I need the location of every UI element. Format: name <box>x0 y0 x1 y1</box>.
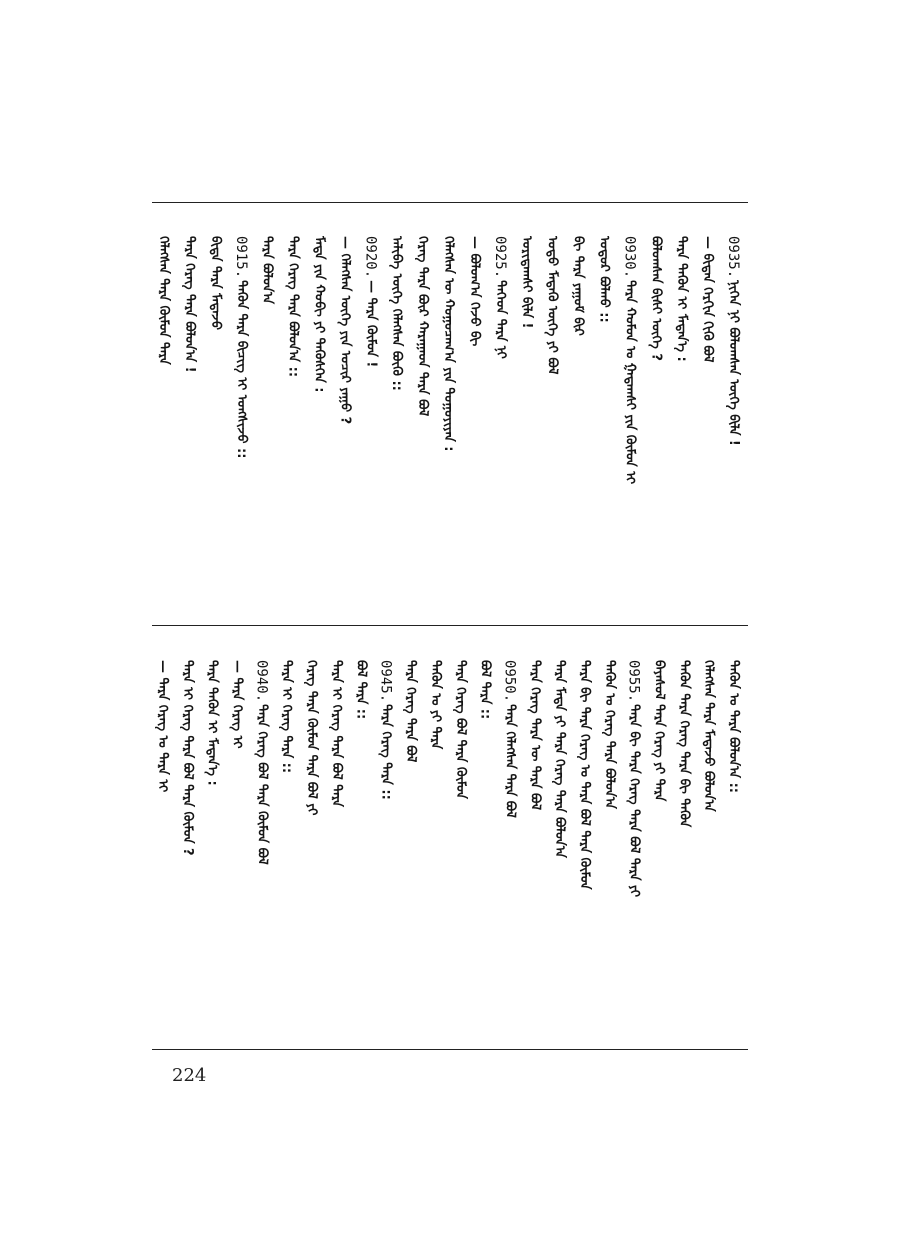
line-text: ᠲᠡᠷᠡ ᠢ ᠬᠡᠷᠡᠭ ᠲᠡᠷᠡ ᠪᠣᠯ ᠲᠡᠷᠡ ᠬᠦᠮᠦᠨ ? <box>179 660 195 856</box>
verse-line <box>334 236 360 616</box>
line-text: ᠲᠡᠷᠡ ᠲᠡᠭᠦᠨ ᠢ ᠮᠡᠳᠡᠨ᠎ᠡ : <box>204 660 220 786</box>
verse-line <box>525 660 550 1040</box>
line-text: ᠬᠡᠷᠡᠭ ᠲᠡᠷᠡ ᠪᠦᠷ ᠬᠠᠷᠠᠭᠠᠳ ᠲᠡᠷᠡ ᠪᠣᠯ <box>415 236 431 417</box>
verse-line <box>624 660 649 1040</box>
verse-line <box>463 236 489 616</box>
line-number: 0945. <box>377 660 394 703</box>
line-text: ᠲᠡᠷᠡ ᠬᠤᠮᠤᠨ ᠤ ᠭᠠᠳᠠᠭᠰᠢ ᠶᠢᠨ ᠬᠦᠮᠦᠨ ᠢ <box>622 280 638 485</box>
verse-line <box>411 236 437 616</box>
line-text: ᠲᠡᠷᠡ ᠬᠡᠷᠡᠭ ᠲᠡᠷᠡ ᠪᠣᠯᠤᠨ᠎ᠠ :: <box>285 236 301 378</box>
line-text: ᠪᠣᠯ ᠲᠡᠷᠡ :: <box>477 660 493 720</box>
line-text: ᠪᠠᠶᠠᠰᠤᠯ ᠲᠡᠷᠡ ᠬᠡᠷᠡᠭ ᠶᠢ ᠲᠡᠷᠡ <box>651 660 667 802</box>
line-text: — ᠪᠤᠯᠤᠭ᠎ᠠ ᠭᠡᠵᠦ ᠪᠢ <box>466 236 482 347</box>
line-number: 0935. <box>725 236 741 279</box>
verse-line <box>385 236 411 616</box>
line-text: ᠲᠡᠷᠡ ᠲᠡᠭᠦᠨ ᠢ ᠮᠡᠳᠡᠨ᠎ᠡ : <box>674 236 690 362</box>
middle-rule <box>152 625 748 626</box>
verse-line <box>670 236 696 616</box>
verse-line <box>515 236 541 616</box>
verse-line <box>698 660 723 1040</box>
verse-line <box>351 660 376 1040</box>
line-number: 0930. <box>621 236 638 279</box>
line-text: ᠪᠢ ᠲᠡᠷᠡ ᠶᠠᠭᠤᠮ ᠪᠢᠷ <box>570 236 586 336</box>
verse-line <box>450 660 475 1040</box>
line-number: 0920. <box>362 236 379 279</box>
line-text: ᠲᠡᠷᠡ ᠬᠡᠯᠡᠭᠰᠡᠨ ᠲᠡᠷᠡ ᠪᠣᠯ <box>502 704 518 818</box>
verse-line <box>574 660 599 1040</box>
bottom-rule <box>152 1049 748 1050</box>
verse-line <box>359 236 385 616</box>
verse-line <box>282 236 308 616</box>
verse-line <box>178 236 204 616</box>
verse-line <box>649 660 674 1040</box>
verse-line <box>722 236 748 616</box>
page-number: 224 <box>172 1065 207 1086</box>
line-text: ᠬᠡᠯᠡᠭᠰᠡᠨ ᠲᠡᠷᠡ ᠬᠦᠮᠦᠨ ᠲᠡᠷᠡ <box>156 236 172 365</box>
verse-line <box>301 660 326 1040</box>
verse-line <box>152 236 178 616</box>
verse-line <box>541 236 567 616</box>
verse-line <box>425 660 450 1040</box>
top-rule <box>152 202 748 203</box>
line-text: ᠪᠤᠯᠤᠭᠰᠠᠨ ᠪᠢᠰᠢ ᠦᠭᠡ ? <box>648 236 664 361</box>
verse-line <box>500 660 525 1040</box>
line-text: — ᠲᠡᠷᠡ ᠬᠡᠷᠡᠭ ᠢ <box>229 660 245 749</box>
line-text: ᠲᠡᠷᠡ ᠬᠡᠷᠡᠭ ᠲᠡᠷᠡ ᠦ ᠲᠡᠷᠡ ᠪᠣᠯ <box>527 660 543 811</box>
line-text: ᠲᠡᠷᠡ ᠬᠡᠷᠡᠭ ᠪᠣᠯ ᠲᠡᠷᠡ ᠬᠦᠮᠦᠨ ᠪᠣᠯ <box>254 704 270 865</box>
verse-line <box>251 660 276 1040</box>
verse-line <box>276 660 301 1040</box>
line-text: ᠲᠡᠷᠡ ᠬᠡᠷᠡᠭ ᠲᠡᠷᠡ ᠪᠣᠯᠤᠨ᠎ᠠ ! <box>181 236 197 373</box>
verse-line <box>400 660 425 1040</box>
verse-line <box>376 660 401 1040</box>
line-text: ᠲᠡᠷᠡ ᠪᠢ ᠲᠡᠷᠡ ᠬᠡᠷᠡᠭ ᠤ ᠲᠡᠷᠡ ᠪᠣᠯ ᠲᠡᠷᠡ ᠬᠦᠮᠦᠨ <box>577 660 593 890</box>
verse-line <box>549 660 574 1040</box>
verse-line <box>644 236 670 616</box>
verse-line <box>177 660 202 1040</box>
line-text: ᠮᠡᠳᠡ ᠶᠢᠨ ᠬᠤᠪᠢ ᠶᠢ ᠲᠡᠭᠦᠰᠬᠡᠨ : <box>311 236 327 393</box>
line-text: ᠤᠳᠤᠷ ᠪᠣᠯᠬᠤ :: <box>596 236 612 323</box>
verse-line <box>723 660 748 1040</box>
verse-line <box>230 236 256 616</box>
line-text: ᠲᠡᠭᠦᠨ ᠤ ᠲᠡᠷᠡ ᠪᠣᠯᠤᠨ᠎ᠠ :: <box>726 660 741 794</box>
line-text: ᠲᠡᠷᠡ ᠪᠣᠯᠤᠨ᠎ᠠ <box>259 236 275 305</box>
verse-line <box>593 236 619 616</box>
line-text: ᠲᠡᠭᠦᠨ ᠲᠡᠷᠡ ᠪᠢᠴᠢᠭ ᠢ ᠤᠩᠰᠢᠵᠤ :: <box>233 280 249 459</box>
verse-line <box>599 660 624 1040</box>
verse-line <box>204 236 230 616</box>
line-text: ᠬᠡᠯᠡᠭᠰᠡᠨ ᠲᠡᠷᠡ ᠮᠡᠳᠡᠵᠦ ᠪᠣᠯᠤᠨ᠎ᠠ <box>701 660 717 812</box>
line-text: ᠲᠡᠭᠦᠨ ᠲᠡᠷᠡ ᠬᠡᠷᠡᠭ ᠲᠡᠷᠡ ᠪᠢ ᠲᠡᠭᠦᠨ <box>676 660 692 828</box>
verse-line <box>326 660 351 1040</box>
line-number: 0950. <box>501 660 518 703</box>
line-number: 0940. <box>253 660 270 703</box>
line-text: ᠲᠡᠭᠡᠳ ᠲᠡᠷᠡ ᠨᠢ <box>492 280 508 359</box>
verse-line <box>152 660 177 1040</box>
line-text: ᠲᠡᠭᠦᠨ ᠤ ᠶᠢ ᠲᠡᠷᠡ <box>428 660 444 750</box>
line-text: ᠲᠡᠭᠦᠨ ᠤ ᠬᠡᠷᠡᠭ ᠲᠡᠷᠡ ᠪᠣᠯᠤᠨ᠎ᠠ <box>601 660 617 809</box>
line-text: ᠪᠣᠯ ᠲᠡᠷᠡ :: <box>353 660 369 720</box>
line-text: ᠲᠡᠷᠡ ᠬᠡᠷᠡᠭ ᠲᠡᠷᠡ ᠪᠣᠯ <box>403 660 419 763</box>
line-text: ᠤᠷᠢᠳᠠᠭᠰᠢ ᠪᠢᠯᠡ ! <box>518 236 534 329</box>
line-text: — ᠪᠢᠳᠡᠨ ᠬᠡᠷᠬᠢᠨ ᠬᠢᠬᠦ ᠪᠣᠯ <box>700 236 716 363</box>
line-text: ᠲᠡᠷᠡ ᠢ ᠬᠡᠷᠡᠭ ᠲᠡᠷᠡ :: <box>279 660 295 774</box>
line-number: 0925. <box>491 236 508 279</box>
line-text: ᠠᠯᠢᠪᠠ ᠦᠭᠡ ᠬᠡᠯᠡᠭᠰᠡᠨ ᠪᠦᠬᠦ :: <box>389 236 405 391</box>
line-text: ᠲᠡᠷᠡ ᠪᠢ ᠲᠡᠷᠡ ᠬᠡᠷᠡᠭ ᠲᠡᠷᠡ ᠪᠣᠯ ᠲᠡᠷᠡ ᠶᠢ <box>626 704 642 898</box>
top-text-block <box>152 236 748 616</box>
line-text: ᠨᠢᠭᠡᠨ ᠨᠢ ᠪᠤᠯᠤᠭᠰᠠᠨ ᠦᠭᠡ ᠪᠢᠯᠡ ! <box>726 280 741 446</box>
verse-line <box>475 660 500 1040</box>
verse-line <box>437 236 463 616</box>
line-number: 0915. <box>232 236 249 279</box>
line-text: ᠲᠡᠷᠡ ᠢ ᠬᠡᠷᠡᠭ ᠲᠡᠷᠡ ᠪᠣᠯ ᠲᠡᠷᠡ <box>328 660 344 807</box>
verse-line <box>567 236 593 616</box>
line-text: ᠣᠳᠣ ᠮᠡᠳᠡᠬᠦ ᠦᠭᠡ ᠶᠢ ᠪᠣᠯ <box>544 236 560 375</box>
verse-line <box>674 660 699 1040</box>
verse-line <box>489 236 515 616</box>
verse-line <box>202 660 227 1040</box>
verse-line <box>308 236 334 616</box>
line-text: ᠬᠡᠷᠡᠭ ᠲᠡᠷᠡ ᠬᠦᠮᠦᠨ ᠲᠡᠷᠡ ᠪᠣᠯ ᠶᠢ <box>303 660 319 816</box>
line-text: — ᠬᠡᠯᠡᠭᠰᠡᠨ ᠦᠭᠡ ᠶᠢᠨ ᠤᠴᠢᠷ ᠶᠠᠭᠤ ? <box>337 236 353 425</box>
line-text: ᠲᠡᠷᠡ ᠬᠡᠷᠡᠭ ᠲᠡᠷᠡ :: <box>378 704 394 800</box>
line-text: — ᠲᠡᠷᠡ ᠬᠡᠷᠡᠭ ᠤ ᠲᠡᠷᠡ ᠢ <box>154 660 170 793</box>
line-text: — ᠲᠡᠷᠡ ᠬᠦᠮᠦᠨ ! <box>363 280 379 368</box>
line-text: ᠲᠡᠷᠡ ᠮᠡᠳᠡ ᠶᠢ ᠲᠡᠷᠡ ᠬᠡᠷᠡᠭ ᠲᠡᠷᠡ ᠪᠣᠯᠤᠨ᠎ᠠ <box>552 660 568 858</box>
verse-line <box>256 236 282 616</box>
verse-line <box>227 660 252 1040</box>
line-text: ᠲᠡᠷᠡ ᠬᠡᠷᠡᠭ ᠪᠣᠯ ᠲᠡᠷᠡ ᠬᠦᠮᠦᠨ <box>452 660 468 799</box>
verse-line <box>618 236 644 616</box>
bottom-text-block <box>152 660 748 1040</box>
verse-line <box>696 236 722 616</box>
line-number: 0955. <box>625 660 642 703</box>
line-text: ᠪᠢᠳᠡ ᠲᠡᠷᠡ ᠮᠡᠳᠡᠵᠦ <box>207 236 223 331</box>
line-text: ᠬᠡᠯᠡᠭᠰᠡᠨ ᠦ ᠬᠤᠭᠤᠴᠠᠭ᠎ᠠ ᠶᠢᠨ ᠳᠤᠭᠤᠶᠢᠶᠠᠨ : <box>441 236 457 452</box>
